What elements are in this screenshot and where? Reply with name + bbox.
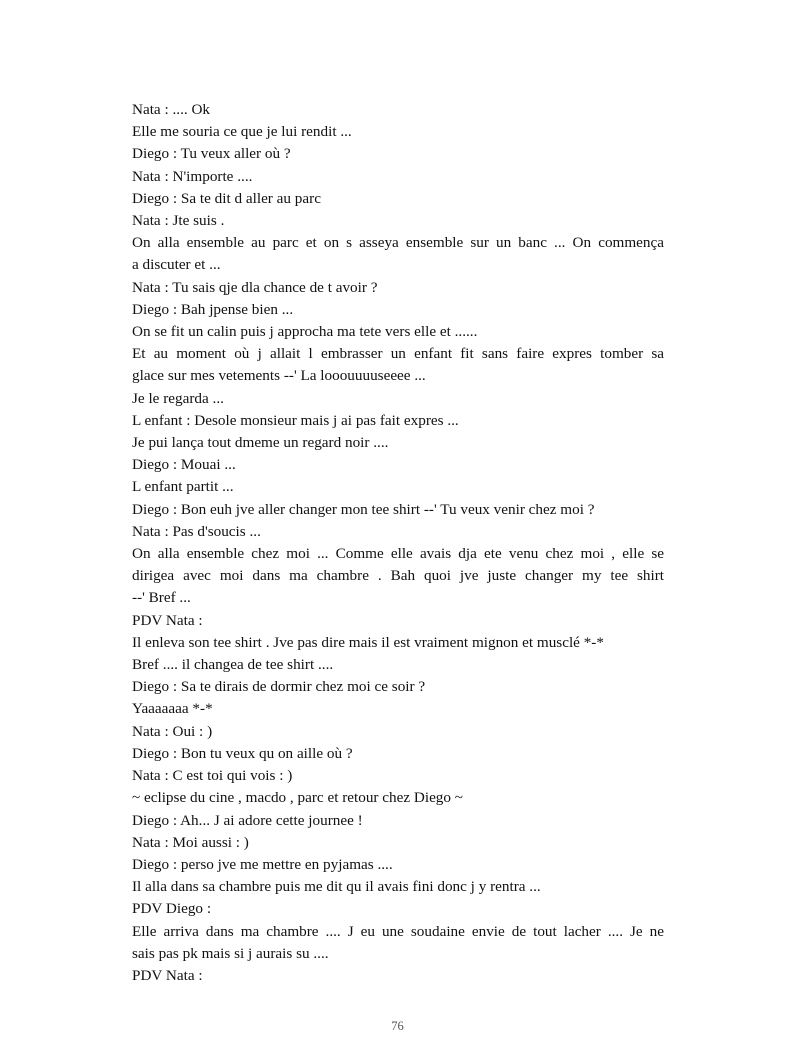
text-line: sais pas pk mais si j aurais su .... (132, 944, 329, 962)
text-line: Nata : Moi aussi : ) (132, 833, 249, 851)
text-line: Nata : Oui : ) (132, 722, 213, 740)
text-line: Yaaaaaaa *-* (132, 700, 213, 718)
text-line: dirigea avec moi dans ma chambre . Bah quoi jve juste changer my tee shirt (132, 567, 664, 585)
text-line: PDV Nata : (132, 611, 203, 629)
text-line: Je le regarda ... (132, 389, 224, 407)
text-line: Diego : Tu veux aller où ? (132, 145, 291, 163)
text-line: Nata : Tu sais qje dla chance de t avoir ? (132, 278, 378, 296)
text-line: Nata : C est toi qui vois : ) (132, 767, 293, 785)
text-line: Nata : Pas d'soucis ... (132, 522, 261, 540)
page-number: 76 (391, 1019, 404, 1033)
text-line: Il alla dans sa chambre puis me dit qu il avais fini donc j y rentra ... (132, 878, 541, 896)
text-line: Diego : Bon euh jve aller changer mon tee shirt --' Tu veux venir chez moi ? (132, 500, 595, 518)
text-line: On se fit un calin puis j approcha ma tete vers elle et ...... (132, 323, 478, 341)
text-line: a discuter et ... (132, 256, 221, 274)
text-line: On alla ensemble chez moi ... Comme elle avais dja ete venu chez moi , elle se (132, 545, 664, 563)
text-line: Nata : .... Ok (132, 101, 211, 118)
text-line: Diego : Ah... J ai adore cette journee ! (132, 811, 363, 829)
text-line: Nata : N'importe .... (132, 167, 253, 185)
text-line: Diego : Bah jpense bien ... (132, 300, 294, 318)
text-line: Et au moment où j allait l embrasser un enfant fit sans faire expres tomber sa (132, 345, 664, 363)
text-line: Diego : Sa te dit d aller au parc (132, 189, 321, 207)
body-text (132, 99, 664, 987)
text-line: Diego : Bon tu veux qu on aille où ? (132, 744, 353, 762)
text-line: Diego : Sa te dirais de dormir chez moi ce soir ? (132, 678, 426, 696)
text-line: Elle arriva dans ma chambre .... J eu une soudaine envie de tout lacher .... Je ne (132, 922, 664, 940)
text-line: Je pui lança tout dmeme un regard noir .... (132, 434, 389, 452)
text-line: ~ eclipse du cine , macdo , parc et retour chez Diego ~ (132, 789, 464, 807)
text-line: Bref .... il changea de tee shirt .... (132, 656, 334, 674)
text-line: Elle me souria ce que je lui rendit ... (132, 123, 352, 141)
text-line: --' Bref ... (132, 589, 191, 607)
text-line: Diego : Mouai ... (132, 456, 236, 474)
text-line: PDV Nata : (132, 966, 203, 984)
text-line: PDV Diego : (132, 900, 212, 918)
text-line: L enfant : Desole monsieur mais j ai pas fait expres ... (132, 411, 459, 429)
text-line: Nata : Jte suis . (132, 212, 225, 230)
text-line: On alla ensemble au parc et on s asseya ensemble sur un banc ... On commença (132, 234, 664, 252)
text-line: Diego : perso jve me mettre en pyjamas .... (132, 855, 393, 873)
text-line: glace sur mes vetements --' La looouuuuseeee ... (132, 367, 426, 385)
text-line: L enfant partit ... (132, 478, 234, 496)
text-line: Il enleva son tee shirt . Jve pas dire mais il est vraiment mignon et musclé *-* (132, 633, 604, 651)
